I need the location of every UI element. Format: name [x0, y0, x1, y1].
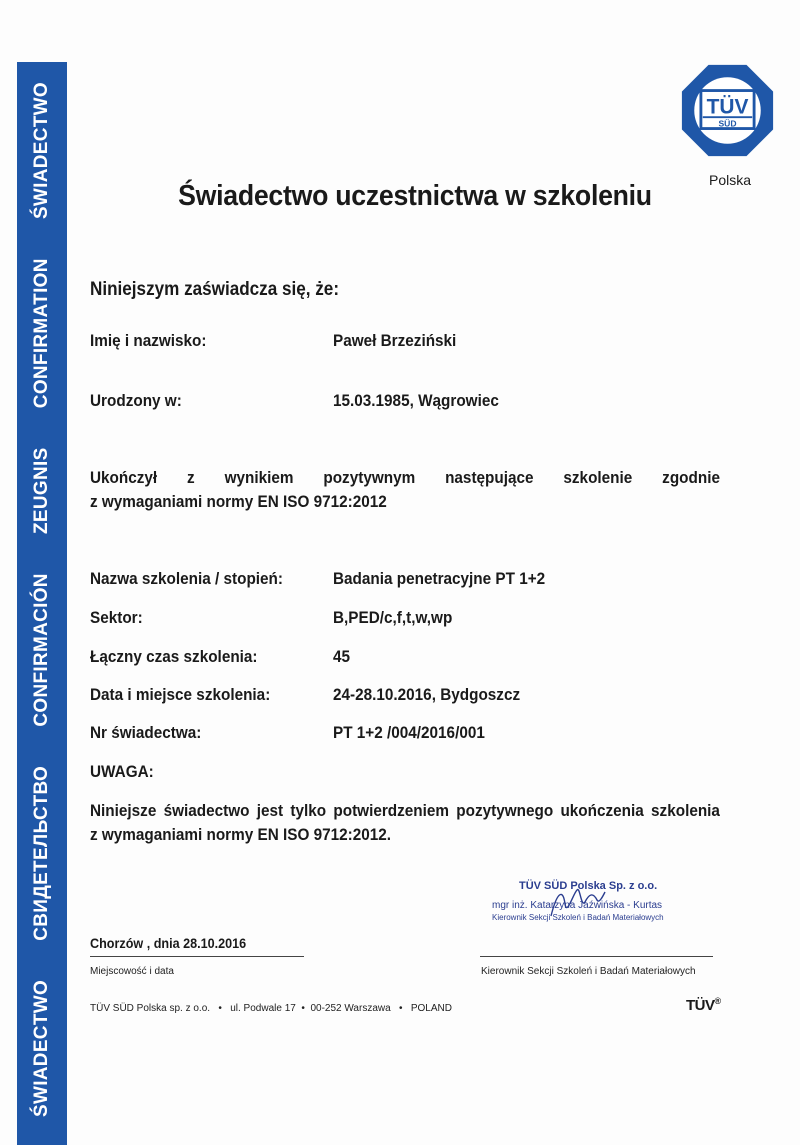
footer-postal: 00-252 Warszawa: [310, 1003, 391, 1014]
side-word: CONFIRMACIÓN: [31, 573, 52, 727]
note-word: Niniejsze: [90, 801, 157, 820]
statement-line-1: [90, 466, 720, 490]
footer-company: TÜV SÜD Polska sp. z o.o.: [90, 1003, 211, 1014]
born-label: Urodzony w:: [90, 391, 182, 410]
place-date-caption: Miejscowość i data: [90, 966, 174, 977]
side-band-words: [17, 62, 67, 1145]
note-paragraph: [90, 799, 720, 847]
signer-caption: Kierownik Sekcji Szkoleń i Badań Materiałowych: [481, 966, 696, 977]
footer-line: TÜV SÜD Polska sp. z o.o. • ul. Podwale 17 • 00-252 Warszawa • POLAND: [90, 1003, 452, 1014]
side-word: ŚWIADECTWO: [31, 82, 52, 220]
date-value: 24-28.10.2016, Bydgoszcz: [333, 685, 521, 704]
place-date-line: [90, 956, 304, 957]
logo-mark: TÜV: [706, 95, 749, 119]
note-word: tylko: [290, 801, 327, 820]
statement-word: zgodnie: [662, 468, 720, 487]
note-line-2: z wymaganiami normy EN ISO 9712:2012.: [90, 825, 392, 844]
certificate-number-value: PT 1+2 /004/2016/001: [333, 723, 485, 742]
side-word: ZEUGNIS: [31, 447, 52, 534]
note-word: świadectwo: [163, 801, 250, 820]
time-value: 45: [333, 647, 351, 666]
note-line-1: [90, 799, 720, 823]
company-stamp: [492, 880, 697, 930]
statement-word: z: [187, 468, 195, 487]
statement-word: Ukończył: [90, 468, 158, 487]
intro-text: Niniejszym zaświadcza się, że:: [90, 279, 340, 300]
side-word: CONFIRMATION: [31, 258, 52, 409]
certificate-number-label: Nr świadectwa:: [90, 723, 202, 742]
sector-label: Sektor:: [90, 608, 143, 627]
footer-country: POLAND: [410, 1003, 452, 1014]
note-word: szkolenia: [651, 801, 720, 820]
sector-value: B,PED/c,f,t,w,wp: [333, 608, 453, 627]
stamp-signer: mgr inż. Katarzyna Jaźwińska - Kurtas: [492, 900, 663, 911]
tuv-mark-text: TÜV: [686, 997, 715, 1014]
time-label: Łączny czas szkolenia:: [90, 647, 258, 666]
course-label: Nazwa szkolenia / stopień:: [90, 569, 284, 588]
name-value: Paweł Brzeziński: [333, 331, 457, 350]
handwritten-signature: [547, 882, 607, 922]
statement-word: pozytywnym: [323, 468, 416, 487]
statement-word: następujące: [445, 468, 534, 487]
note-word: pozytywnego: [456, 801, 554, 820]
page-title: Świadectwo uczestnictwa w szkoleniu: [178, 180, 652, 212]
side-band: [17, 62, 67, 1145]
course-value: Badania penetracyjne PT 1+2: [333, 569, 546, 588]
place-date: Chorzów , dnia 28.10.2016: [90, 935, 247, 951]
statement-word: wynikiem: [224, 468, 294, 487]
stamp-company: TÜV SÜD Polska Sp. z o.o.: [519, 880, 658, 892]
statement-paragraph: [90, 466, 720, 514]
logo-sub: SÜD: [718, 118, 737, 129]
tuv-sud-logo: [680, 63, 775, 158]
note-word: ukończenia: [560, 801, 644, 820]
note-word: jest: [256, 801, 284, 820]
logo-country: Polska: [708, 172, 752, 188]
born-value: 15.03.1985, Wągrowiec: [333, 391, 499, 410]
footer-address: ul. Podwale 17: [230, 1003, 296, 1014]
tuv-trademark: [686, 996, 721, 1014]
stamp-position: Kierownik Sekcji Szkoleń i Badań Materiałowych: [492, 913, 664, 922]
side-word: СВИДЕТЕЛЬСТВО: [31, 765, 52, 941]
statement-line-2: z wymaganiami normy EN ISO 9712:2012: [90, 492, 387, 511]
note-label: UWAGA:: [90, 762, 154, 781]
statement-word: szkolenie: [563, 468, 633, 487]
date-label: Data i miejsce szkolenia:: [90, 685, 271, 704]
name-label: Imię i nazwisko:: [90, 331, 207, 350]
note-word: potwierdzeniem: [333, 801, 450, 820]
side-word: ŚWIADECTWO: [31, 979, 52, 1117]
signature-line: [480, 956, 713, 957]
registered-mark: ®: [714, 996, 721, 1006]
